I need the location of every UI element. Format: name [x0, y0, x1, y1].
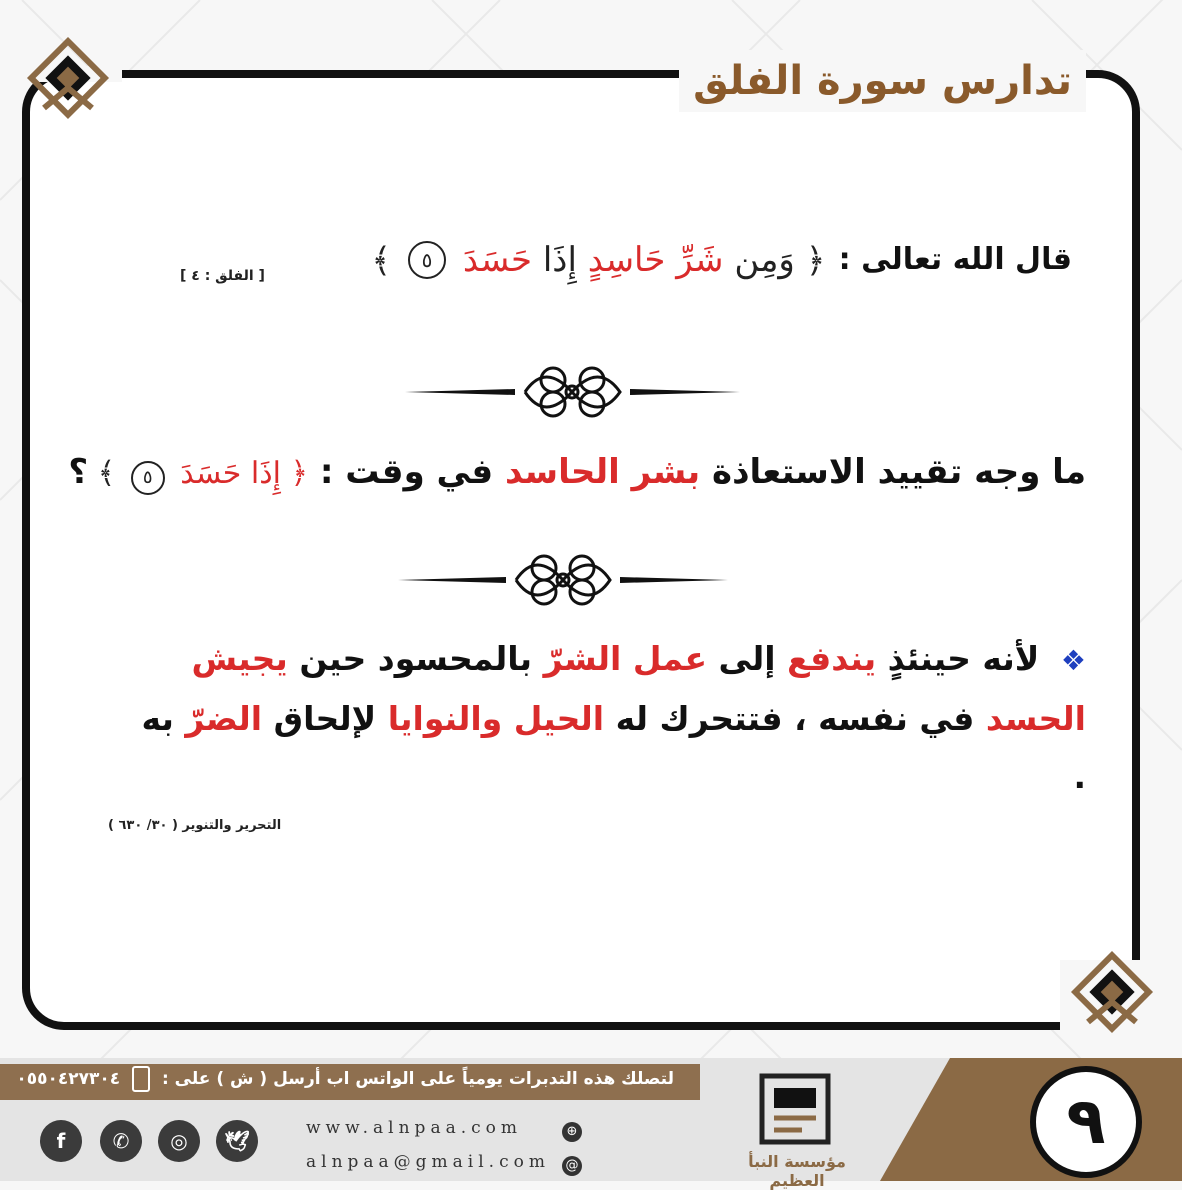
question-part: في وقت : — [319, 452, 494, 492]
verse-word: وَمِن — [734, 240, 795, 280]
phone-number[interactable]: ٠٥٥٠٤٢٧٣٠٤ — [16, 1069, 121, 1089]
ornament-divider-icon — [405, 352, 740, 432]
answer-highlight: الحيل والنوايا — [387, 699, 605, 738]
answer-part: في نفسه ، فتتحرك له — [615, 699, 975, 738]
verse-reference: [ الفلق : ٤ ] — [180, 268, 265, 284]
ornament-divider-icon — [398, 540, 728, 620]
verse-word: ﴿ إِذَا حَسَدَ — [180, 456, 309, 491]
quran-verse — [371, 238, 825, 281]
website-link[interactable]: www.alnpaa.com — [306, 1118, 522, 1138]
bracket: ﴾ — [97, 456, 116, 491]
contact-line — [14, 1066, 674, 1094]
source-citation: التحرير والتنوير ( ٣٠/ ٦٣٠ ) — [108, 818, 282, 833]
answer-part: لأنه حينئذٍ — [887, 639, 1040, 678]
globe-icon: ⊕ — [562, 1122, 582, 1142]
bullet-icon: ❖ — [1060, 644, 1086, 677]
verse-word: إِذَا — [542, 240, 577, 280]
answer-part: إلى — [718, 639, 776, 678]
question-highlight: بشر الحاسد — [505, 452, 701, 492]
ayah-number: ٥ — [408, 241, 446, 279]
bracket: ﴾ — [371, 240, 392, 281]
org-logo-icon — [752, 1070, 838, 1150]
page-number: ٩ — [1030, 1066, 1142, 1178]
page-title: تدارس سورة الفلق — [679, 50, 1086, 112]
bracket: ﴿ — [805, 240, 826, 281]
answer-highlight: عمل الشرّ — [543, 639, 707, 678]
verse-highlight: شَرِّ حَاسِدٍ — [587, 240, 724, 280]
answer-highlight: يجيش الحسد — [191, 639, 1086, 738]
contact-text: لتصلك هذه التدبرات يومياً على الواتس اب أرسل ( ش ) على : — [161, 1069, 674, 1089]
at-icon: @ — [562, 1156, 582, 1176]
answer-highlight: الضرّ — [185, 699, 263, 738]
question-text — [68, 452, 1086, 495]
answer-text — [126, 630, 1086, 806]
phone-icon — [132, 1066, 150, 1092]
logo-icon — [1070, 950, 1154, 1034]
answer-part: بالمحسود حين — [299, 639, 533, 678]
org-name: مؤسسة النبأ العظيم — [748, 1152, 846, 1190]
verse-intro: قال الله تعالى : — [838, 241, 1072, 277]
email-link[interactable]: alnpaa@gmail.com — [306, 1152, 550, 1172]
answer-highlight: يندفع — [787, 639, 877, 678]
verse-line — [371, 238, 1072, 308]
whatsapp-icon[interactable]: ✆ — [100, 1120, 142, 1162]
answer-part: لإلحاق — [273, 699, 377, 738]
question-part: ما وجه تقييد الاستعاذة — [712, 452, 1086, 492]
question-mark: ؟ — [68, 452, 89, 492]
ayah-number: ٥ — [131, 461, 165, 495]
answer-part: به . — [141, 699, 1086, 796]
question-verse — [88, 456, 308, 491]
twitter-icon[interactable]: 🕊 — [216, 1120, 258, 1162]
verse-highlight: حَسَدَ — [462, 240, 533, 280]
logo-icon — [26, 36, 110, 120]
instagram-icon[interactable]: ◎ — [158, 1120, 200, 1162]
facebook-icon[interactable]: f — [40, 1120, 82, 1162]
